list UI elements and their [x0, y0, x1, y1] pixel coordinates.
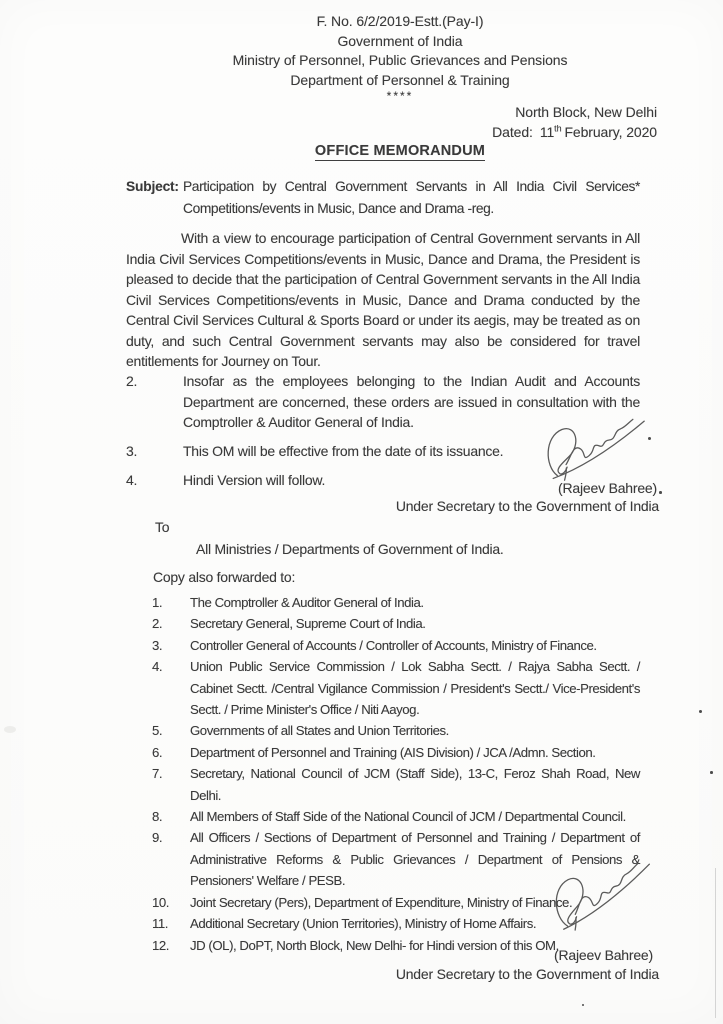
- copy-list-item: [152, 763, 640, 806]
- copy-item-text: Secretary, National Council of JCM (Staff Side), 13-C, Feroz Shah Road, New Delhi.: [190, 766, 640, 803]
- copy-item-text: Department of Personnel and Training (AIS Division) / JCA /Admn. Section.: [190, 744, 596, 760]
- scan-speck: [582, 1004, 584, 1006]
- copy-item-number: 4.: [152, 659, 163, 675]
- copy-list-item: [152, 635, 640, 656]
- signatory-designation: Under Secretary to the Government of India: [395, 498, 659, 514]
- copy-item-number: 10.: [152, 894, 169, 910]
- government-line: Government of India: [337, 32, 463, 49]
- copy-forward-heading: Copy also forwarded to:: [153, 569, 296, 585]
- signatory-name: (Rajeev Bahree): [558, 480, 657, 496]
- copy-item-text: Joint Secretary (Pers), Department of Expenditure, Ministry of Finance.: [190, 894, 573, 910]
- copy-item-text: The Comptroller & Auditor General of India.: [190, 595, 424, 610]
- paragraph-2-number: 2.: [126, 373, 138, 389]
- date-label: Dated:: [492, 123, 533, 140]
- copy-item-number: 11.: [152, 916, 169, 932]
- subject-block: [126, 176, 640, 219]
- to-label: To: [155, 519, 170, 535]
- subject-line2: Competitions/events in Music, Dance and Drama -reg.: [183, 200, 494, 216]
- copy-item-number: 12.: [152, 937, 169, 953]
- signatory-name: (Rajeev Bahree): [554, 947, 653, 963]
- scan-speck: [659, 491, 662, 494]
- place-date-block: [492, 103, 657, 142]
- date-day: 11: [539, 123, 555, 140]
- copy-item-number: 8.: [152, 809, 163, 825]
- copy-item-number: 1.: [152, 595, 163, 610]
- copy-item-number: 3.: [152, 637, 163, 653]
- ministry-line: Ministry of Personnel, Public Grievances and Pensions: [232, 52, 568, 68]
- scan-speck: [648, 437, 651, 440]
- department-line: Department of Personnel & Training: [290, 71, 510, 88]
- paragraph-2-text: Insofar as the employees belonging to the Indian Audit and Accounts Department are concerned, these orders are issued in consultation with the Comptroller & Auditor General of India.: [183, 373, 640, 430]
- file-number: F. No. 6/2/2019-Estt.(Pay-I): [316, 13, 484, 29]
- copy-item-text: All Members of Staff Side of the National Council of JCM / Departmental Council.: [190, 809, 626, 825]
- subject-text: [183, 176, 640, 219]
- copy-item-text: Governments of all States and Union Territories.: [190, 723, 449, 739]
- copy-item-number: 6.: [152, 744, 163, 760]
- scan-edge-line: [715, 868, 717, 1018]
- copy-item-text: Secretary General, Supreme Court of India.: [190, 616, 426, 632]
- copy-list-item: [152, 806, 640, 827]
- copy-item-number: 5.: [152, 723, 163, 739]
- place-line: North Block, New Delhi: [515, 104, 657, 120]
- date-month-year: February, 2020: [564, 123, 657, 140]
- copy-list-item: [152, 720, 640, 741]
- memo-title-text: OFFICE MEMORANDUM: [314, 143, 486, 159]
- scan-speck: [710, 771, 713, 774]
- copy-item-text: All Officers / Sections of Department of Personnel and Training / Department of Administrative Reforms & Public Grievances / Department of Pensions & Pensioners' Welfare / PESB.: [190, 830, 640, 889]
- paragraph-4-text: Hindi Version will follow.: [183, 472, 326, 488]
- memo-title: [143, 143, 657, 159]
- scan-speck: [699, 710, 702, 713]
- date-ordinal: th: [554, 122, 562, 133]
- separator-stars: ****: [386, 89, 414, 103]
- to-addressee: All Ministries / Departments of Government of India.: [196, 541, 504, 557]
- paragraph-4-number: 4.: [126, 472, 138, 488]
- paragraph-intro: With a view to encourage participation of Central Government servants in All India Civil Services Competitions/events in Music, Dance and Drama, the President is pleased to decide that the participation of Central Government servants in the All India Civil Services Competitions/events in Music, Dance and Drama conducted by the Central Civil Services Cultural & Sports Board or under its aegis, may be treated as on duty, and such Central Government servants may also be considered for travel entitlements for Journey on Tour.: [126, 230, 640, 369]
- copy-list-item: [152, 592, 640, 613]
- copy-item-number: 7.: [152, 766, 163, 782]
- paragraph-3-text: This OM will be effective from the date of its issuance.: [183, 443, 504, 459]
- scan-smudge: [4, 726, 16, 733]
- letterhead: [143, 12, 657, 103]
- paragraph-3-number: 3.: [126, 443, 138, 459]
- date-line: [492, 123, 657, 143]
- copy-item-text: Union Public Service Commission / Lok Sabha Sectt. / Rajya Sabha Sectt. / Cabinet Sectt. /Central Vigilance Commission / President's Sectt./ Vice-President's Sectt. / Prime Minister's Office / Niti Aayog.: [190, 659, 640, 718]
- copy-item-number: 2.: [152, 616, 163, 632]
- signatory-designation: Under Secretary to the Government of India: [395, 966, 659, 982]
- copy-item-text: JD (OL), DoPT, North Block, New Delhi- for Hindi version of this OM.: [190, 937, 559, 953]
- copy-list-item: [152, 742, 640, 763]
- copy-list-item: [152, 656, 640, 720]
- subject-line1: Participation by Central Government Servants in All India Civil Services*: [183, 179, 640, 194]
- copy-item-number: 9.: [152, 830, 163, 846]
- copy-item-text: Additional Secretary (Union Territories), Ministry of Home Affairs.: [190, 916, 537, 932]
- copy-list-item: [152, 613, 640, 634]
- subject-label: Subject:: [126, 179, 179, 194]
- copy-item-text: Controller General of Accounts / Controller of Accounts, Ministry of Finance.: [190, 637, 597, 653]
